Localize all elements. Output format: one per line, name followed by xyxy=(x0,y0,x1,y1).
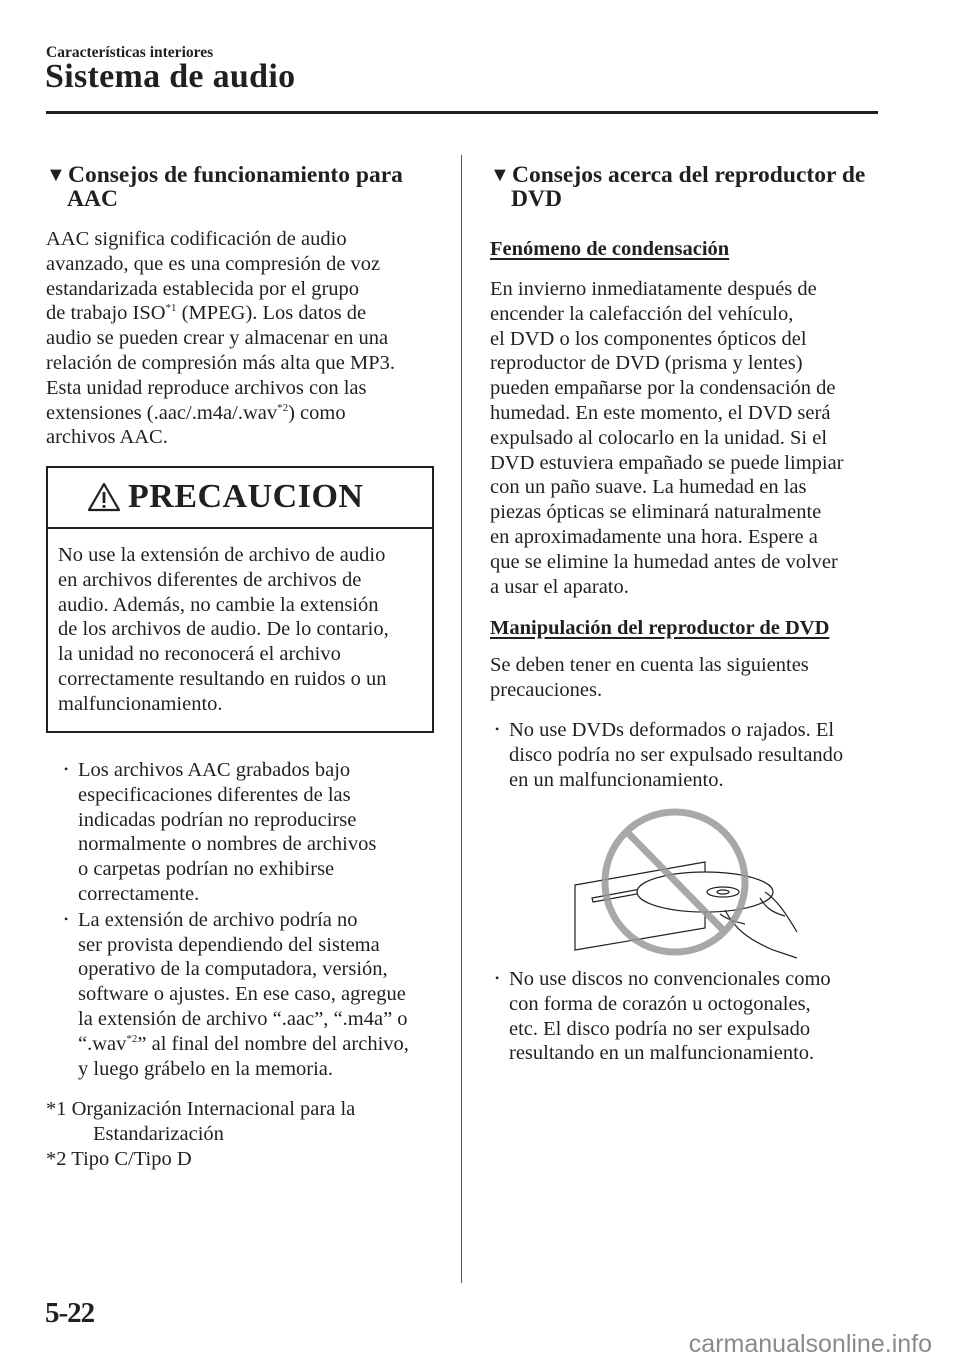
text-line: normalmente o nombres de archivos xyxy=(78,833,377,856)
text-line: correctamente. xyxy=(78,882,200,905)
text-line: resultando en un malfuncionamiento. xyxy=(509,1042,815,1065)
text-line: de trabajo ISO$^{*1}$ (MPEG). Los datos de xyxy=(46,302,367,325)
text-line: • Los archivos AAC grabados bajo xyxy=(64,759,351,781)
triangle-bullet-icon: ▼ xyxy=(490,164,510,186)
text-line: • No use discos no convencionales como xyxy=(495,968,831,990)
footnote-mark: *2 xyxy=(46,1147,72,1170)
bullet-item xyxy=(64,757,409,907)
text-line: en un malfuncionamiento. xyxy=(509,768,724,791)
text-line: “.wav$^{*2}$” al final del nombre del archivo, xyxy=(78,1032,409,1055)
aac-bullets xyxy=(64,757,409,1081)
text-line: con forma de corazón u octogonales, xyxy=(509,992,811,1015)
column-divider xyxy=(461,155,462,1283)
page-number: 5-22 xyxy=(45,1297,95,1329)
footnote-line: Estandarización xyxy=(93,1122,224,1145)
text-line: y luego grábelo en la memoria. xyxy=(78,1057,334,1080)
bullet-icon: • xyxy=(495,971,500,985)
text-line: Se deben tener en cuenta las siguientes xyxy=(490,654,809,676)
watermark: carmanualsonline.info xyxy=(688,1330,932,1358)
text-line: No use la extensión de archivo de audio xyxy=(58,544,386,566)
warning-triangle-icon xyxy=(87,482,121,512)
text-line: ser provista dependiendo del sistema xyxy=(78,933,380,956)
text-line: relación de compresión más alta que MP3. xyxy=(46,351,395,374)
text-line: pueden empañarse por la condensación de xyxy=(490,377,836,400)
bullet-item xyxy=(64,907,409,1082)
text-line: reproductor de DVD (prisma y lentes) xyxy=(490,352,803,375)
aac-heading xyxy=(46,163,403,211)
text-line: En invierno inmediatamente después de xyxy=(490,278,817,300)
caution-box xyxy=(46,466,434,733)
text-line: especificaciones diferentes de las xyxy=(78,783,351,806)
footnote-line xyxy=(46,1097,355,1122)
text-line: a usar el aparato. xyxy=(490,575,629,598)
header-rule xyxy=(46,111,878,114)
text-line: en aproximadamente una hora. Espere a xyxy=(490,525,818,548)
aac-intro xyxy=(46,227,395,450)
text-line: archivos AAC. xyxy=(46,426,168,449)
caution-title: PRECAUCION xyxy=(128,478,364,515)
footnotes xyxy=(46,1097,355,1171)
footnote-mark: *1 xyxy=(46,1098,72,1120)
text-line: con un paño suave. La humedad en las xyxy=(490,476,807,499)
bullet-icon: • xyxy=(64,762,69,776)
text-line: que se elimine la humedad antes de volver xyxy=(490,550,838,573)
handling-text xyxy=(490,653,809,703)
text-line: o carpetas podrían no exhibirse xyxy=(78,858,335,881)
heading-line: DVD xyxy=(511,186,562,212)
text-line: extensiones (.aac/.m4a/.wav$^{*2}$) como xyxy=(46,401,346,424)
text-line: encender la calefacción del vehículo, xyxy=(490,302,794,325)
text-line: audio. Además, no cambie la extensión xyxy=(58,593,379,616)
text-line: operativo de la computadora, versión, xyxy=(78,958,388,981)
page-title: Sistema de audio xyxy=(45,58,296,95)
caution-text xyxy=(58,543,389,717)
text-line: indicadas podrían no reproducirse xyxy=(78,808,357,831)
text-line: • No use DVDs deformados o rajados. El xyxy=(495,719,835,741)
text-line: AAC significa codificación de audio xyxy=(46,228,347,250)
text-line: humedad. En este momento, el DVD será xyxy=(490,401,831,424)
text-line: de los archivos de audio. De lo contario, xyxy=(58,618,389,641)
text-line: etc. El disco podría no ser expulsado xyxy=(509,1017,811,1040)
heading-line: Consejos de funcionamiento para xyxy=(68,162,403,188)
footnote-text: Tipo C/Tipo D xyxy=(71,1147,192,1170)
bullet-icon: • xyxy=(495,722,500,736)
text-line: disco podría no ser expulsado resultando xyxy=(509,743,844,766)
text-line: estandarizada establecida por el grupo xyxy=(46,277,360,300)
caution-separator xyxy=(48,527,432,529)
heading-line: Consejos acerca del reproductor de xyxy=(512,162,866,188)
text-line: avanzado, que es una compresión de voz xyxy=(46,252,381,275)
section-label: Características interiores xyxy=(46,44,214,61)
text-line: malfuncionamiento. xyxy=(58,692,223,715)
text-line: en archivos diferentes de archivos de xyxy=(58,568,362,591)
triangle-bullet-icon: ▼ xyxy=(46,164,66,186)
dvd-heading xyxy=(490,163,865,211)
text-line: audio se pueden crear y almacenar en una xyxy=(46,327,389,350)
no-deformed-disc-illustration xyxy=(565,800,805,960)
text-line: piezas ópticas se eliminará naturalmente xyxy=(490,501,822,524)
text-line: DVD estuviera empañado se puede limpiar xyxy=(490,451,844,474)
text-line: software o ajustes. En ese caso, agregue xyxy=(78,983,406,1006)
text-line: • La extensión de archivo podría no xyxy=(64,908,358,931)
condensation-subheading: Fenómeno de condensación xyxy=(490,238,730,260)
text-line: la extensión de archivo “.aac”, “.m4a” o xyxy=(78,1007,408,1030)
text-line: la unidad no reconocerá el archivo xyxy=(58,643,341,666)
footnote-text: Organización Internacional para la xyxy=(71,1098,356,1120)
text-line: el DVD o los componentes ópticos del xyxy=(490,327,807,350)
text-line: Esta unidad reproduce archivos con las xyxy=(46,376,367,399)
text-line: correctamente resultando en ruidos o un xyxy=(58,667,387,690)
handling-subheading: Manipulación del reproductor de DVD xyxy=(490,617,830,639)
heading-line: AAC xyxy=(67,186,118,212)
footnote-line xyxy=(46,1147,355,1172)
dvd-bullet-1 xyxy=(495,717,843,792)
text-line: precauciones. xyxy=(490,678,603,701)
bullet-icon: • xyxy=(64,911,69,926)
dvd-bullet-2 xyxy=(495,966,831,1066)
condensation-text xyxy=(490,277,844,599)
text-line: expulsado al colocarlo en la unidad. Si el xyxy=(490,426,828,449)
